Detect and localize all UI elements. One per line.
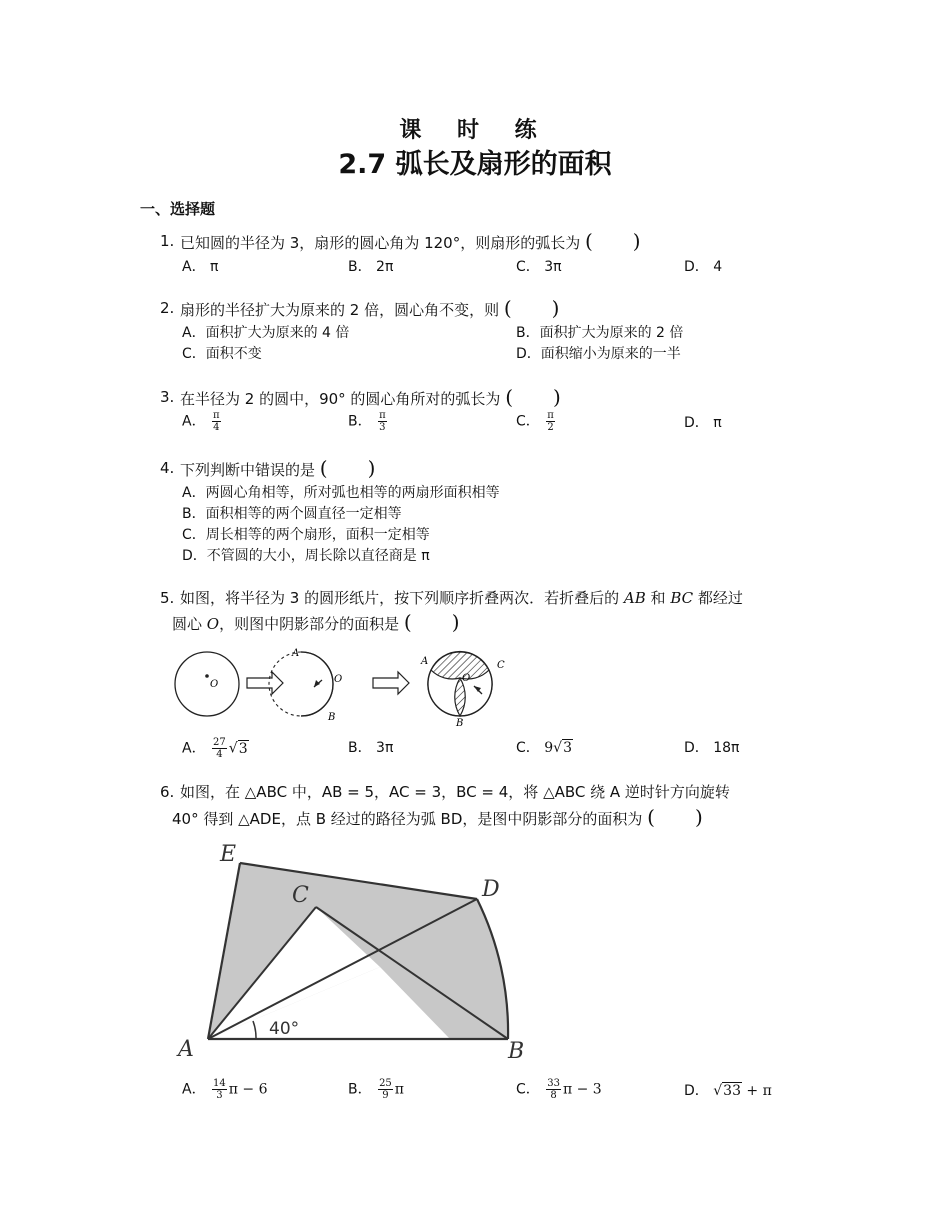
svg-text:B: B — [456, 718, 464, 729]
question-number: 3. — [160, 388, 175, 406]
option-d: D． √33 + π — [684, 1083, 772, 1099]
answer-blank: ( ) — [503, 296, 560, 320]
option-d: D．不管圆的大小，周长除以直径商是 π — [182, 548, 430, 564]
svg-text:A: A — [178, 1037, 194, 1062]
svg-text:O: O — [462, 673, 471, 684]
option-c: C． 9√3 — [516, 740, 572, 756]
option-a: A． $\frac{\pi}{4}$ — [182, 410, 220, 433]
section-heading: 一、选择题 — [140, 200, 216, 218]
svg-text:O: O — [334, 674, 343, 685]
option-a: A． π — [182, 259, 219, 275]
option-a: A．面积扩大为原来的 4 倍 — [182, 325, 350, 341]
question-text: 下列判断中错误的是 ( ) — [180, 456, 376, 480]
answer-blank: ( ) — [585, 229, 641, 253]
option-b: B． 3π — [348, 740, 394, 756]
svg-text:C: C — [292, 883, 309, 908]
option-d: D．面积缩小为原来的一半 — [516, 346, 681, 362]
option-c: C．面积不变 — [182, 346, 262, 362]
option-c: C． 3π — [516, 259, 562, 275]
page-title: 2.7 弧长及扇形的面积 — [338, 149, 612, 180]
option-b: B． $\frac{\pi}{3}$ — [348, 410, 386, 433]
folding-figure — [170, 638, 515, 730]
svg-text:A: A — [292, 648, 300, 659]
option-a: A． $\frac{14}{3}$ π − 6 — [182, 1078, 268, 1101]
option-c: C．周长相等的两个扇形，面积一定相等 — [182, 527, 430, 543]
question-text-line1: 如图，在 △ABC 中，AB = 5，AC = 3，BC = 4，将 △ABC 绕 A 逆时针方向旋转 — [180, 783, 730, 801]
svg-text:A: A — [421, 656, 429, 667]
option-d: D． π — [684, 415, 722, 431]
option-a: A． $\frac{27}{4}$ √3 — [182, 737, 248, 760]
question-number: 1. — [160, 232, 175, 250]
answer-blank: ( ) — [647, 805, 703, 829]
question-text-line2: 40° 得到 △ADE，点 B 经过的路径为弧 BD，是图中阴影部分的面积为 ( ) — [172, 805, 703, 829]
svg-text:40°: 40° — [269, 1019, 300, 1039]
label-o: O — [210, 679, 219, 690]
answer-blank: ( ) — [505, 385, 561, 409]
page-subtitle: 课 时 练 — [399, 118, 551, 143]
option-b: B．面积相等的两个圆直径一定相等 — [182, 506, 402, 522]
question-text: 扇形的半径扩大为原来的 2 倍，圆心角不变，则 ( ) — [180, 296, 560, 320]
question-text: 已知圆的半径为 3，扇形的圆心角为 120°，则扇形的弧长为 ( ) — [180, 229, 641, 253]
option-b: B． $\frac{25}{9}$ π — [348, 1078, 404, 1101]
question-number: 2. — [160, 299, 175, 317]
answer-blank: ( ) — [319, 456, 376, 480]
option-c: C． $\frac{33}{8}$ π − 3 — [516, 1078, 602, 1101]
option-c: C． $\frac{\pi}{2}$ — [516, 410, 554, 433]
svg-text:B: B — [508, 1039, 525, 1064]
question-text-line2: 圆心 O，则图中阴影部分的面积是 ( ) — [172, 610, 460, 634]
svg-text:D: D — [482, 877, 500, 902]
option-d: D． 18π — [684, 740, 740, 756]
question-number: 5. — [160, 589, 175, 607]
question-number: 6. — [160, 783, 175, 801]
option-d: D． 4 — [684, 259, 723, 275]
option-b: B．面积扩大为原来的 2 倍 — [516, 325, 684, 341]
option-a: A．两圆心角相等，所对弧也相等的两扇形面积相等 — [182, 485, 500, 501]
question-text-line1: 如图，将半径为 3 的圆形纸片，按下列顺序折叠两次．若折叠后的 AB 和 BC 都经过 — [180, 589, 743, 607]
question-number: 4. — [160, 459, 175, 477]
svg-text:B: B — [328, 712, 336, 723]
rotation-figure — [172, 836, 542, 1068]
answer-blank: ( ) — [403, 610, 460, 634]
svg-text:E: E — [220, 842, 237, 867]
question-text: 在半径为 2 的圆中，90° 的圆心角所对的弧长为 ( ) — [180, 385, 561, 409]
svg-text:C: C — [497, 660, 505, 671]
option-b: B． 2π — [348, 259, 394, 275]
